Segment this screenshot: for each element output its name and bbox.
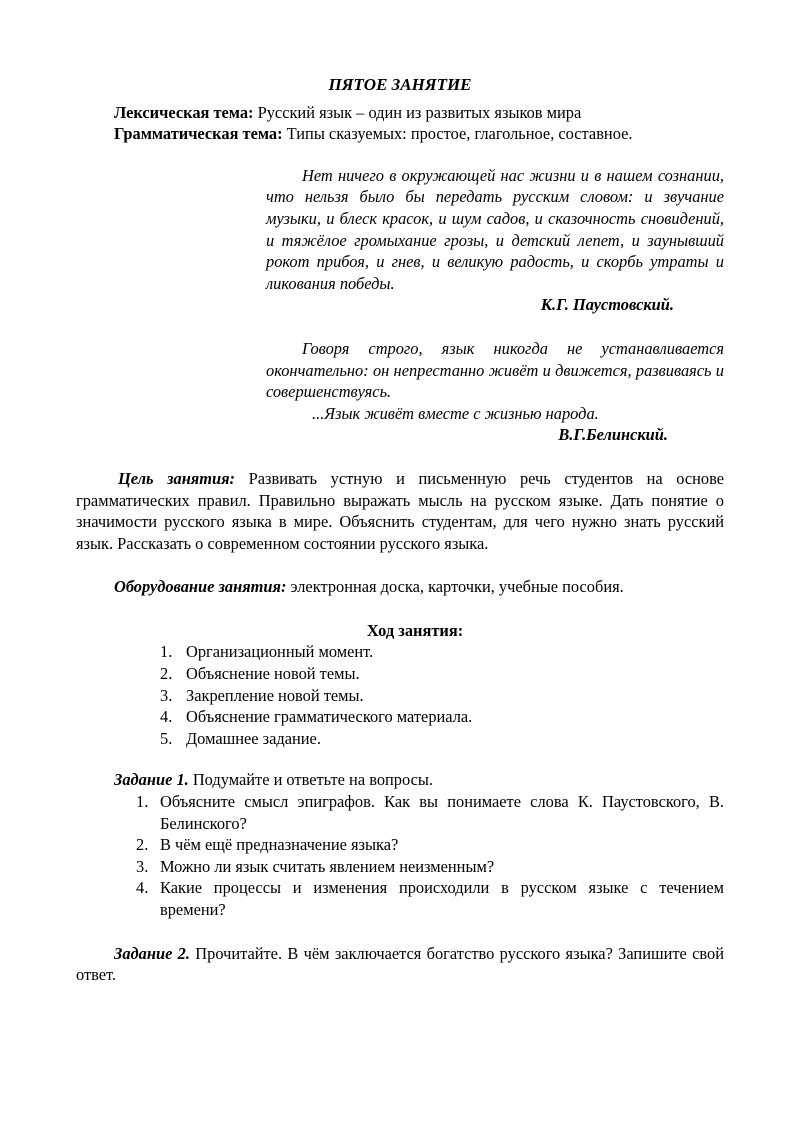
page-title: ПЯТОЕ ЗАНЯТИЕ bbox=[328, 75, 472, 94]
lexical-theme bbox=[114, 102, 724, 124]
list-item bbox=[76, 706, 724, 728]
task-1 bbox=[76, 769, 724, 791]
list-item-text: Домашнее задание. bbox=[186, 728, 321, 748]
lesson-goal bbox=[76, 468, 724, 554]
list-item bbox=[76, 685, 724, 707]
list-item bbox=[76, 791, 724, 834]
task-2 bbox=[76, 943, 724, 986]
list-item-number: 1. bbox=[136, 792, 149, 812]
course-heading: Ход занятия: bbox=[366, 620, 464, 640]
lexical-theme-text: Русский язык – один из развитых языков мира bbox=[253, 102, 582, 122]
epigraph-quote: Нет ничего в окружающей нас жизни и в нашем сознании, что нельзя было бы передать русским словом: и звучание музыки, и блеск красок, и шум садов, и сказочность сновидений, и тяжёлое громыхание грозы, и детский лепет, и заунывший рокот прибоя, и гнев, и великую радость, и скорбь утраты и ликования победы. bbox=[266, 165, 724, 293]
document-page bbox=[76, 74, 724, 986]
list-item-text: Объяснение новой темы. bbox=[186, 664, 360, 684]
grammar-theme-text: Типы сказуемых: простое, глагольное, составное. bbox=[282, 124, 633, 144]
epigraph-belinsky bbox=[266, 338, 724, 446]
grammar-theme-label: Грамматическая тема: bbox=[114, 124, 283, 144]
lesson-goal-text: Развивать устную и письменную речь студентов на основе грамматических правил. Правильно выражать мысль на русском языке. Дать понятие о значимости русского языка в мире. Объяснить студентам, для чего нужно знать русский язык. Рассказать о современном состоянии русского языка. bbox=[76, 468, 725, 553]
list-item-text: Объяснение грамматического материала. bbox=[186, 707, 473, 727]
list-item-number: 5. bbox=[160, 728, 173, 748]
epigraph-paustovsky bbox=[266, 165, 724, 316]
list-item-text: Объясните смысл эпиграфов. Как вы понимаете слова К. Паустовского, В. Белинского? bbox=[160, 792, 724, 833]
task-2-text: Прочитайте. В чём заключается богатство русского языка? Запишите свой ответ. bbox=[76, 943, 724, 985]
task-1-questions bbox=[76, 791, 724, 921]
list-item-text: Закрепление новой темы. bbox=[186, 685, 364, 705]
list-item-number: 4. bbox=[136, 878, 149, 898]
epigraph-author: К.Г. Паустовский. bbox=[540, 295, 674, 315]
list-item bbox=[76, 856, 724, 878]
task-1-label: Задание 1. bbox=[114, 770, 189, 790]
lesson-equipment-label: Оборудование занятия: bbox=[114, 577, 287, 597]
list-item bbox=[76, 663, 724, 685]
lesson-goal-label: Цель занятия: bbox=[118, 468, 236, 488]
task-2-label: Задание 2. bbox=[114, 943, 190, 963]
list-item-text: В чём ещё предназначение языка? bbox=[160, 835, 399, 855]
epigraph-quote: Говоря строго, язык никогда не устанавливается окончательно: он непрестанно живёт и движется, развиваясь и совершенствуясь. bbox=[266, 338, 724, 402]
list-item-number: 4. bbox=[160, 707, 173, 727]
course-plan-list bbox=[76, 641, 724, 749]
list-item bbox=[76, 834, 724, 856]
list-item bbox=[76, 641, 724, 663]
list-item-number: 2. bbox=[136, 835, 149, 855]
list-item-number: 2. bbox=[160, 664, 173, 684]
list-item-number: 1. bbox=[160, 642, 173, 662]
list-item-number: 3. bbox=[136, 856, 149, 876]
lesson-equipment-text: электронная доска, карточки, учебные пособия. bbox=[286, 577, 624, 597]
lesson-equipment bbox=[76, 576, 724, 598]
task-1-text: Подумайте и ответьте на вопросы. bbox=[188, 770, 433, 790]
list-item bbox=[76, 728, 724, 750]
grammar-theme bbox=[114, 123, 724, 145]
epigraph-author: В.Г.Белинский. bbox=[558, 425, 668, 445]
list-item-number: 3. bbox=[160, 685, 173, 705]
lexical-theme-label: Лексическая тема: bbox=[114, 102, 254, 122]
list-item bbox=[76, 877, 724, 920]
list-item-text: Организационный момент. bbox=[186, 642, 374, 662]
list-item-text: Какие процессы и изменения происходили в русском языке с течением времени? bbox=[160, 878, 724, 919]
epigraph-continuation: ...Язык живёт вместе с жизнью народа. bbox=[312, 403, 599, 423]
list-item-text: Можно ли язык считать явлением неизменным? bbox=[160, 856, 495, 876]
